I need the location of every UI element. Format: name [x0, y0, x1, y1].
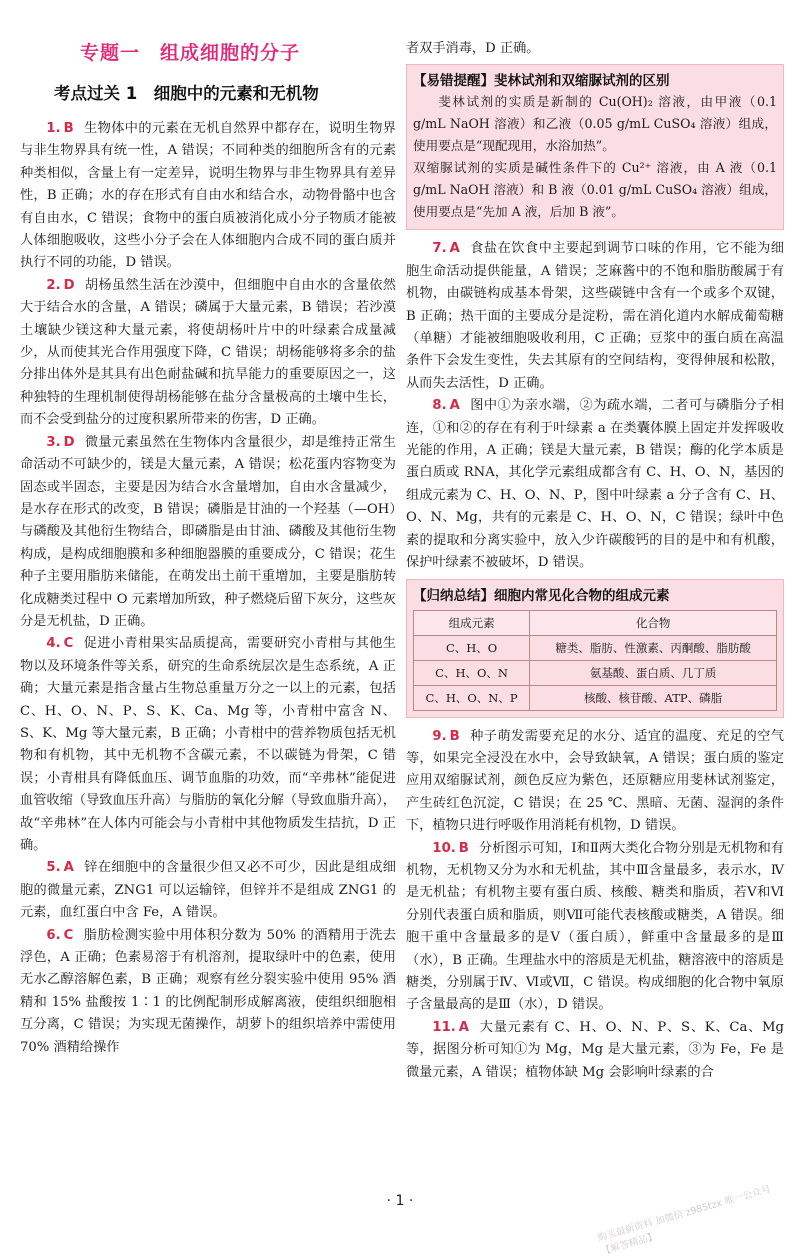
- table-cell: C、H、O、N: [414, 660, 530, 685]
- answer-item: [406, 1017, 784, 1084]
- table-cell: 核酸、核苷酸、ATP、磷脂: [530, 685, 777, 710]
- table-header-cell: 化合物: [530, 610, 777, 635]
- answer-item: [20, 275, 396, 432]
- answer-letter: D: [63, 277, 75, 293]
- table-cell: 氨基酸、蛋白质、几丁质: [530, 660, 777, 685]
- left-column: [20, 0, 396, 1059]
- answer-letter: A: [449, 241, 460, 257]
- explanation-text: 生物体中的元素在无机自然界中都存在，说明生物界与非生物界具有统一性，A 错误；不同种类的细胞所含有的元素种类相似，含量上有一定差异，说明生物界与非生物界具有差异性，B 正确；水的存在形式有自由水和结合水，动物骨骼中也含有自由水，C 错误；食物中的蛋白质被消化成小分子物质才能被人体细胞吸收，这些小分子会在人体细胞内合成不同的蛋白质并执行不同的功能，D 错误。: [20, 121, 396, 271]
- question-number: 8.: [432, 398, 447, 414]
- explanation-text: 促进小青柑果实品质提高，需要研究小青柑与其他生物以及环境条件等关系，研究的生命系统层次是生态系统，A 正确；大量元素是指含量占生物总重量万分之一以上的元素，包括 C、H、O、N、P、S、K、Ca、Mg 等，小青柑中富含 N、S、K、Mg 等大量元素，B 正确；小青柑中的营养物质包括无机物和有机物，其中无机物不含碳元素，不以碳链为骨架，C 错误；小青柑具有降低血压、调节血脂的功效，而“辛弗林”能促进血管收缩（导致血压升高）与脂肪的氧化分解（导致血脂升高），故“辛弗林”在人体内可能会与小青柑中其他物质发生拮抗，D 正确。: [20, 636, 396, 853]
- explanation-text: 微量元素虽然在生物体内含量很少，却是维持正常生命活动不可缺少的，镁是大量元素，A 错误；松花蛋内容物变为固态或半固态，主要是因为结合水含量增加，自由水含量减少，是水存在形式的改变，B 错误；磷脂是甘油的一个羟基（—OH）与磷酸及其他衍生物结合，即磷脂是由甘油、磷酸及其他衍生物构成，是构成细胞膜和多种细胞器膜的重要成分，C 错误；花生种子主要用脂肪来储能，在萌发出土前干重增加，主要是脂肪转化成糖类过程中 O 元素增加所致，种子燃烧后留下灰分，这些灰分是无机盐，D 正确。: [20, 434, 396, 629]
- table-cell: 糖类、脂肪、性激素、丙酮酸、脂肪酸: [530, 635, 777, 660]
- explanation-text: 脂肪检测实验中用体积分数为 50% 的酒精用于洗去浮色，A 正确；色素易溶于有机溶剂，提取绿叶中的色素，使用无水乙醇溶解色素，B 正确；观察有丝分裂实验中使用 95% 酒精和 15% 盐酸按 1∶1 的比例配制形成解离液，使组织细胞相互分离，C 错误；为实现无菌操作，胡萝卜的组织培养中需使用 70% 酒精给操作: [20, 927, 396, 1055]
- answer-item: [406, 726, 784, 838]
- table-header-row: [414, 610, 777, 635]
- question-number: 7.: [432, 241, 447, 257]
- answer-letter: B: [458, 840, 469, 856]
- tip-box: [406, 64, 784, 230]
- question-number: 9.: [432, 728, 447, 744]
- table-cell: C、H、O、N、P: [414, 685, 530, 710]
- tip-box-heading: [413, 69, 777, 89]
- answer-item: [20, 925, 396, 1059]
- table-row: [414, 635, 777, 660]
- summary-box-heading: [413, 584, 777, 604]
- tip-box-paragraph-2: 双缩脲试剂的实质是碱性条件下的 Cu²⁺ 溶液，由 A 液（0.1 g/mL NaOH 溶液）和 B 液（0.01 g/mL CuSO₄ 溶液）组成，使用要点是“先加 A 液，后加 B 液”。: [413, 160, 777, 220]
- table-row: [414, 660, 777, 685]
- right-answer-list-a: [406, 238, 784, 574]
- answer-letter: C: [63, 636, 74, 652]
- answer-letter: D: [63, 434, 75, 450]
- explanation-text: 食盐在饮食中主要起到调节口味的作用，它不能为细胞生命活动提供能量，A 错误；芝麻酱中的不饱和脂肪酸属于有机物，由碳链构成基本骨架，这些碳链中含有一个或多个双键，B 正确；热干面的主要成分是淀粉，需在消化道内水解成葡萄糖（单糖）才能被细胞吸收利用，C 正确；豆浆中的蛋白质在高温条件下会发生变性，失去其原有的空间结构，变得伸展和松散，从而失去活性，D 正确。: [406, 241, 784, 391]
- answer-item: [20, 432, 396, 634]
- continued-text: 者双手消毒，D 正确。: [406, 41, 540, 56]
- summary-box-tag: 【归纳总结】: [413, 587, 494, 604]
- question-number: 10.: [432, 840, 456, 856]
- left-answer-list: [20, 118, 396, 1059]
- summary-box: [406, 579, 784, 718]
- question-number: 11.: [432, 1019, 456, 1035]
- answer-letter: C: [63, 927, 74, 943]
- question-number: 3.: [46, 434, 61, 450]
- answer-letter: A: [458, 1019, 469, 1035]
- right-column: [406, 0, 784, 1084]
- table-header-cell: 组成元素: [414, 610, 530, 635]
- table-row: [414, 685, 777, 710]
- question-number: 2.: [46, 277, 61, 293]
- tip-box-tag: 【易错提醒】: [413, 73, 494, 90]
- question-number: 4.: [46, 636, 61, 652]
- explanation-text: 胡杨虽然生活在沙漠中，但细胞中自由水的含量依然大于结合水的含量，A 错误；磷属于大量元素，B 错误；若沙漠土壤缺少镁这种大量元素，将使胡杨叶片中的叶绿素合成量减少，从而使其光合作用强度下降，C 错误；胡杨能够将多余的盐分排出体外是其具有出色耐盐碱和抗旱能力的重要原因之一，这种独特的生理机制使得胡杨能够在盐分含量极高的土壤中生长，而不会受到盐分的过度积累所带来的伤害，D 正确。: [20, 277, 396, 428]
- answer-letter: A: [63, 860, 74, 876]
- table-cell: C、H、O: [414, 635, 530, 660]
- answer-item: [406, 395, 784, 574]
- answer-letter: A: [449, 398, 460, 414]
- answer-item: [20, 857, 396, 924]
- right-answer-list-b: [406, 726, 784, 1085]
- page-number: · 1 ·: [386, 1193, 414, 1209]
- elements-table: [413, 610, 777, 711]
- section-title: 考点过关 1 细胞中的元素和无机物: [54, 84, 319, 103]
- explanation-text: 图中①为亲水端，②为疏水端，二者可与磷脂分子相连，①和②的存在有利于叶绿素 a 在类囊体膜上固定并发挥吸收光能的作用，A 正确；镁是大量元素，B 错误；酶的化学本质是蛋白质或 RNA，其化学元素组成都含有 C、H、O、N，基因的组成元素为 C、H、O、N、P，图中叶绿素 a 分子含有 C、H、O、N、Mg，共有的元素是 C、H、O、N，C 错误；绿叶中色素的提取和分离实验中，放入少许碳酸钙的目的是中和有机酸，保护叶绿素不被破坏，D 错误。: [406, 398, 784, 571]
- explanation-text: 种子萌发需要充足的水分、适宜的温度、充足的空气等，如果完全浸没在水中，会导致缺氧，A 错误；蛋白质的鉴定应用双缩脲试剂，颜色反应为紫色，还原糖应用斐林试剂鉴定，产生砖红色沉淀，C 错误；在 25 ℃、黑暗、无菌、湿润的条件下，植物只进行呼吸作用消耗有机物，D 错误。: [406, 728, 784, 834]
- answer-item: [406, 838, 784, 1017]
- explanation-text: 大量元素有 C、H、O、N、P、S、K、Ca、Mg 等，据图分析可知①为 Mg，Mg 是大量元素，③为 Fe，Fe 是微量元素，A 错误；植物体缺 Mg 会影响叶绿素的合: [406, 1019, 784, 1080]
- answer-letter: B: [449, 728, 460, 744]
- question-number: 1.: [46, 121, 61, 136]
- answer-item: [406, 238, 784, 395]
- watermark: 购买最新资料 加微信 z985tzx 唯一公众号【解答精品】: [596, 1183, 773, 1257]
- tip-box-paragraph-1: 斐林试剂的实质是新制的 Cu(OH)₂ 溶液，由甲液（0.1 g/mL NaOH 溶液）和乙液（0.05 g/mL CuSO₄ 溶液）组成，使用要点是“现配现用，水浴加热”。: [413, 94, 777, 154]
- answer-item: [20, 118, 396, 275]
- explanation-text: 分析图示可知，Ⅰ和Ⅱ两大类化合物分别是无机物和有机物，无机物又分为水和无机盐，其中Ⅲ含量最多，表示水，Ⅳ是无机盐；有机物主要有蛋白质、核酸、糖类和脂质，若Ⅴ和Ⅵ分别代表蛋白质和脂质，则Ⅶ可能代表核酸或糖类，A 错误。细胞干重中含量最多的是Ⅴ（蛋白质），鲜重中含量最多的是Ⅲ（水），B 正确。生理盐水中的溶质是无机盐，糖溶液中的溶质是糖类，分别属于Ⅳ、Ⅵ或Ⅶ，C 错误。构成细胞的化合物中氧原子含量最高的是Ⅲ（水），D 错误。: [406, 840, 784, 1013]
- topic-title: 专题一 组成细胞的分子: [80, 42, 301, 64]
- explanation-text: 锌在细胞中的含量很少但又必不可少，因此是组成细胞的微量元素，ZNG1 可以运输锌，但锌并不是组成 ZNG1 的元素，血红蛋白中含 Fe，A 错误。: [20, 860, 396, 921]
- answer-letter: B: [63, 121, 74, 136]
- answer-item: [20, 633, 396, 857]
- summary-box-title: 细胞内常见化合物的组成元素: [494, 587, 670, 604]
- question-number: 5.: [46, 860, 61, 876]
- question-number: 6.: [46, 927, 61, 943]
- tip-box-title: 斐林试剂和双缩脲试剂的区别: [494, 73, 670, 90]
